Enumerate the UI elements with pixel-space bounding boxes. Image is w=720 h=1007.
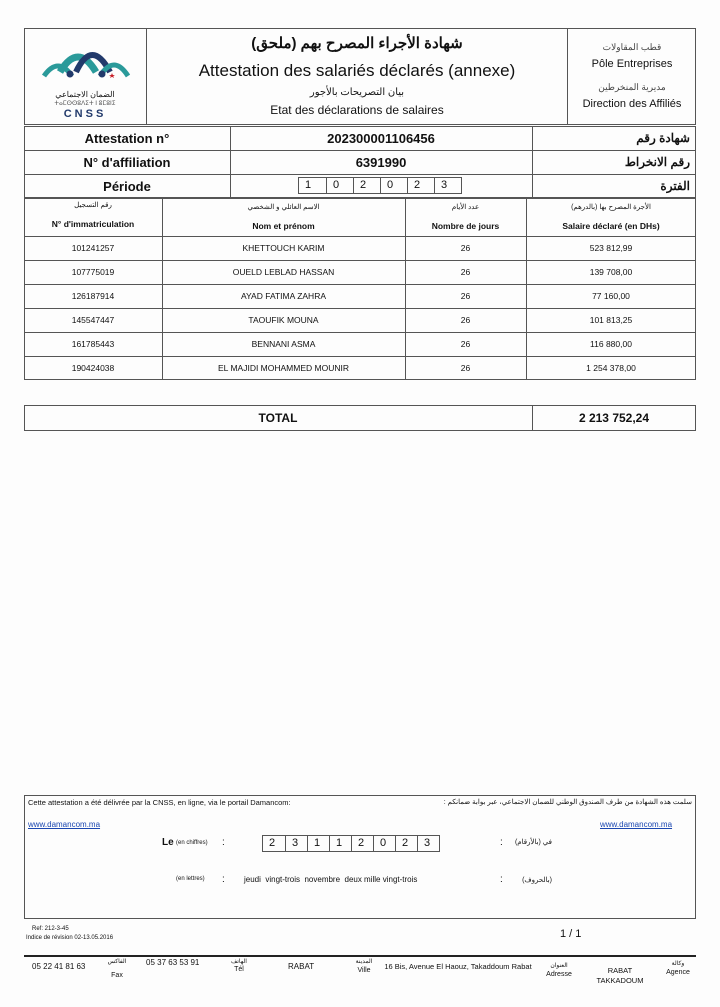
date-in-words: jeudi vingt-trois novembre deux mille vingt-trois <box>244 875 418 884</box>
reference: Ref: 212-3-45 <box>32 926 69 932</box>
cell-nom: BENNANI ASMA <box>251 339 316 349</box>
damancom-link-left[interactable]: www.damancom.ma <box>28 820 101 829</box>
tel-label-arabic: الهاتف <box>231 959 247 965</box>
cell-salaire: 139 708,00 <box>589 267 633 277</box>
en-chiffres-label: (en chiffres) <box>176 840 208 846</box>
date-digit: 0 <box>373 836 392 851</box>
date-digit: 2 <box>268 837 276 849</box>
direction-arabic: مديرية المنخرطين <box>598 82 666 92</box>
logo-cnss-text: CNSS <box>63 108 107 120</box>
agence-label: Agence <box>666 969 690 976</box>
header-immatriculation-ar: رقم التسجيل <box>74 202 112 209</box>
en-lettres-label: (en lettres) <box>176 876 205 882</box>
cell-nom: OUELD LEBLAD HASSAN <box>232 267 335 277</box>
cell-jours: 26 <box>460 339 471 349</box>
adresse-value: 16 Bis, Avenue El Haouz, Takaddoum Rabat <box>384 962 532 971</box>
fax-label-arabic: الفاكس <box>107 959 127 965</box>
cell-salaire: 77 160,00 <box>592 291 630 301</box>
cell-immatriculation: 107775019 <box>71 267 115 277</box>
cell-nom: TAOUFIK MOUNA <box>248 315 319 325</box>
revision-index: Indice de révision 02-13.05.2016 <box>26 935 114 941</box>
header-immatriculation-fr: N° d'immatriculation <box>51 219 135 229</box>
en-lettres-label-arabic: (بالحروف) <box>522 877 552 884</box>
periode-digit: 0 <box>380 178 399 193</box>
cell-salaire: 101 813,25 <box>589 315 633 325</box>
cell-immatriculation: 101241257 <box>71 243 115 253</box>
page-number: 1 / 1 <box>560 928 582 940</box>
date-digit: 3 <box>285 836 304 851</box>
cell-jours: 26 <box>460 243 471 253</box>
header-jours-fr: Nombre de jours <box>431 221 500 231</box>
total-value: 2 213 752,24 <box>578 411 650 425</box>
cell-jours: 26 <box>460 267 471 277</box>
affiliation-label-arabic: رقم الانخراط <box>624 155 690 169</box>
periode-digit: 1 <box>304 179 312 191</box>
cell-nom: EL MAJIDI MOHAMMED MOUNIR <box>218 363 349 373</box>
attestation-label-arabic: شهادة رقم <box>636 131 690 145</box>
logo-arabic-text: الضمان الاجتماعي <box>55 90 115 99</box>
cell-salaire: 1 254 378,00 <box>586 363 636 373</box>
header-nom-fr: Nom et prénom <box>252 221 315 231</box>
tel-label: Tél <box>234 966 244 973</box>
ville-value: RABAT <box>288 962 315 971</box>
attestation-number: 202300001106456 <box>327 131 435 146</box>
subtitle-french: Etat des déclarations de salaires <box>270 103 444 117</box>
periode-digit: 0 <box>326 178 345 193</box>
date-digit: 2 <box>395 836 414 851</box>
cell-immatriculation: 161785443 <box>71 339 115 349</box>
delivery-frame <box>24 795 696 919</box>
subtitle-arabic: بيان التصريحات بالأجور <box>309 87 405 98</box>
date-digit: 2 <box>351 836 370 851</box>
periode-digit: 2 <box>353 178 372 193</box>
periode-digits <box>298 177 462 194</box>
header-nom-ar: الاسم العائلي و الشخصي <box>247 204 320 211</box>
cell-jours: 26 <box>460 363 471 373</box>
cnss-logo-icon <box>30 32 140 90</box>
agence-label-arabic: وكالة <box>671 961 685 967</box>
header-salaire-fr: Salaire déclaré (en DHs) <box>562 221 660 231</box>
date-digit: 3 <box>417 836 436 851</box>
tel-number: 05 37 63 53 91 <box>146 958 200 967</box>
delivered-arabic: سلمت هذه الشهادة من طرف الصندوق الوطني للضمان الاجتماعي، عبر بوابة ضمانكم : <box>443 799 692 806</box>
en-chiffres-label-arabic: في (بالأرقام) <box>514 839 552 846</box>
cell-jours: 26 <box>460 315 471 325</box>
date-digits <box>262 835 440 852</box>
le-label: Le <box>162 837 174 848</box>
logo-tifinagh-text: ⵜⴰⵎⵙⵙⵓⴷⵉⵜ ⵏ ⵓⵎⵓⵏⵉ <box>54 101 116 107</box>
date-digit: 1 <box>329 836 348 851</box>
delivered-french: Cette attestation a été délivrée par la CNSS, en ligne, via le portail Damancom: <box>28 798 291 807</box>
periode-digit: 3 <box>434 178 453 193</box>
adresse-label-arabic: العنوان <box>550 963 568 969</box>
periode-label-arabic: الفترة <box>660 179 690 193</box>
periode-digit: 2 <box>407 178 426 193</box>
periode-label: Période <box>103 179 151 194</box>
cell-jours: 26 <box>460 291 471 301</box>
header-salaire-ar: الأجرة المصرح بها (بالدرهم) <box>571 204 651 211</box>
agence-value: RABAT TAKKADOUM <box>596 966 644 985</box>
attestation-label: Attestation n° <box>84 131 170 146</box>
pole-french: Pôle Entreprises <box>591 58 673 70</box>
cell-salaire: 116 880,00 <box>590 339 632 349</box>
cnss-logo <box>30 32 140 122</box>
title-arabic: شهادة الأجراء المصرح بهم (ملحق) <box>251 35 463 52</box>
cell-nom: AYAD FATIMA ZAHRA <box>240 291 326 301</box>
total-label: TOTAL <box>258 411 298 425</box>
cell-immatriculation: 145547447 <box>71 315 115 325</box>
cell-immatriculation: 126187914 <box>71 291 115 301</box>
fax-label: Fax <box>111 972 123 979</box>
date-digit: 1 <box>307 836 326 851</box>
cell-salaire: 523 812,99 <box>589 243 633 253</box>
adresse-label: Adresse <box>546 971 572 978</box>
pole-arabic: قطب المقاولات <box>602 42 662 52</box>
affiliation-label: N° d'affiliation <box>83 155 171 170</box>
ville-label: Ville <box>357 967 371 974</box>
direction-french: Direction des Affiliés <box>582 98 682 110</box>
title-french: Attestation des salariés déclarés (annexe) <box>198 61 516 80</box>
fax-number: 05 22 41 81 63 <box>32 962 86 971</box>
affiliation-number: 6391990 <box>355 155 407 170</box>
header-jours-ar: عدد الأيام <box>451 204 480 211</box>
cell-nom: KHETTOUCH KARIM <box>242 243 325 253</box>
cell-immatriculation: 190424038 <box>71 363 115 373</box>
ville-label-arabic: المدينة <box>355 959 373 965</box>
damancom-link-right[interactable]: www.damancom.ma <box>600 820 673 829</box>
